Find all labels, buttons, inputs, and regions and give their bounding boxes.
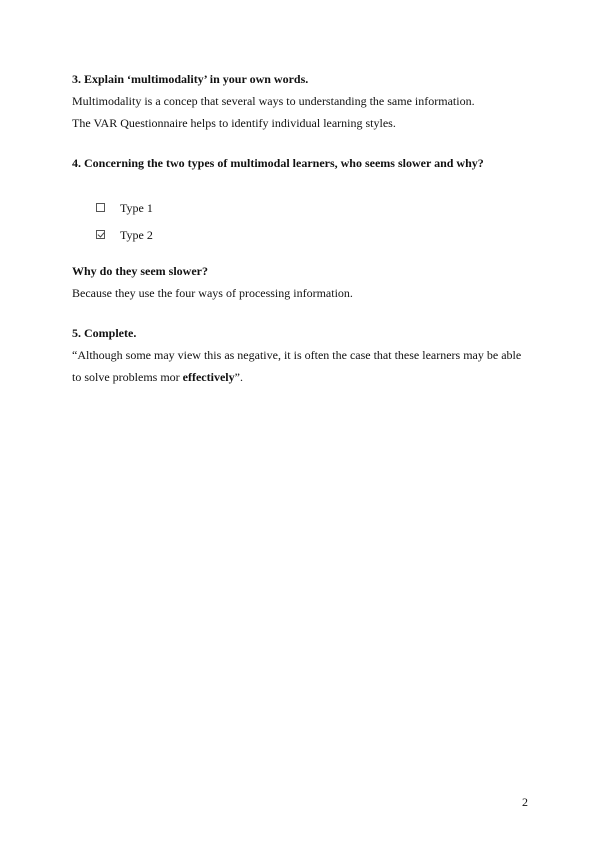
quote-bold-word: effectively <box>182 370 235 384</box>
spacer <box>72 304 532 322</box>
spacer <box>72 134 532 152</box>
option-label: Type 1 <box>120 200 153 215</box>
option-type-2[interactable] <box>96 221 532 248</box>
checkbox-empty-icon[interactable] <box>96 203 105 212</box>
why-answer: Because they use the four ways of processing information. <box>72 286 353 300</box>
option-type-1[interactable] <box>96 194 532 221</box>
checkbox-checked-icon[interactable] <box>96 230 105 239</box>
why-heading: Why do they seem slower? <box>72 264 208 278</box>
spacer <box>72 248 532 260</box>
option-label: Type 2 <box>120 227 153 242</box>
question-5-heading: 5. Complete. <box>72 326 137 340</box>
quote-text: “Although some may view this as negative, it is often the case that these learners may be able to solve problems mor <box>72 348 522 384</box>
question-5-quote <box>72 344 532 388</box>
question-4-heading: 4. Concerning the two types of multimodal learners, who seems slower and why? <box>72 156 484 170</box>
question-3-heading: 3. Explain ‘multimodality’ in your own words. <box>72 72 309 86</box>
quote-end: ”. <box>234 370 243 384</box>
document-body <box>72 68 532 388</box>
question-4-options <box>96 194 532 248</box>
question-3-answer-line-2: The VAR Questionnaire helps to identify individual learning styles. <box>72 116 396 130</box>
page-number: 2 <box>522 795 528 809</box>
question-3-answer-line-1: Multimodality is a concep that several ways to understanding the same information. <box>72 94 475 108</box>
